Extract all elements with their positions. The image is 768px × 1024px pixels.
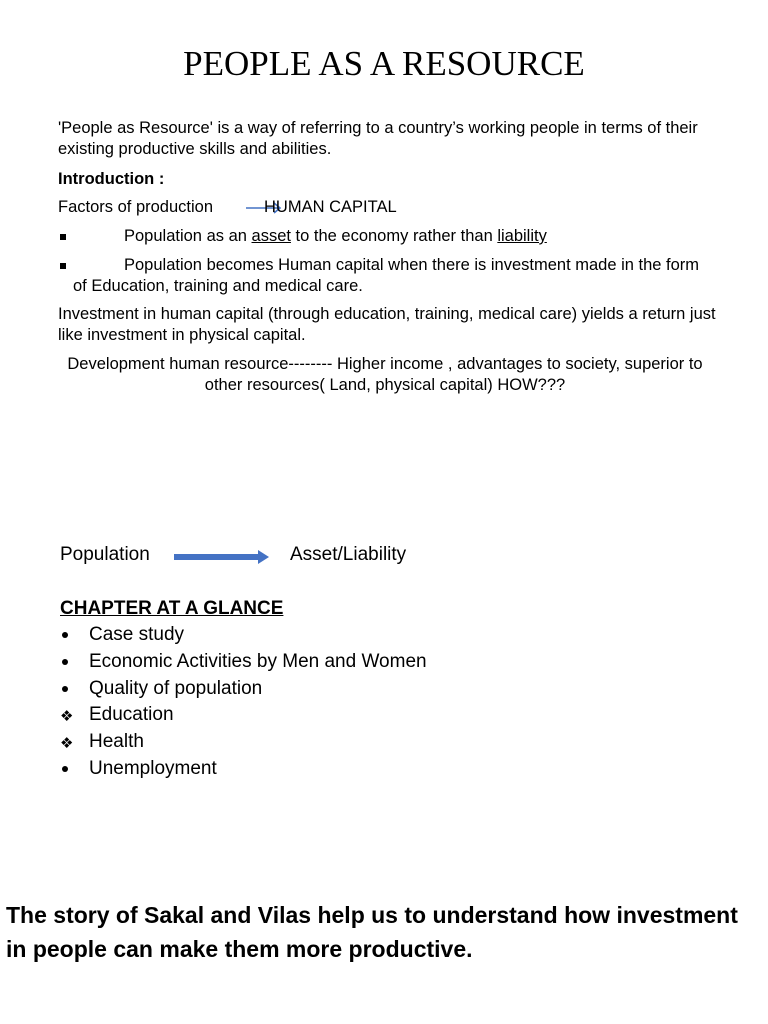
list-item-text: Case study [89,624,185,645]
diamond-bullet-icon: ❖ [60,734,74,753]
asset-word: asset [251,227,291,245]
factors-of-production-row [58,197,718,218]
development-paragraph: Development human resource-------- Higher income , advantages to society, superior to other resources( Land, physical capital) HOW??? [67,355,703,394]
introduction-heading: Introduction : [58,170,165,188]
asset-liability-label: Asset/Liability [290,544,407,565]
list-item [60,756,560,783]
bullet-text [124,226,714,247]
list-item [60,729,560,756]
chapter-list [60,622,560,783]
list-item [60,702,560,729]
page-title: PEOPLE AS A RESOURCE [183,44,585,83]
list-item [60,649,560,676]
list-item [60,676,560,703]
list-item-text: Education [89,704,174,726]
bullet-human-capital [58,255,718,299]
list-item-text: Economic Activities by Men and Women [89,650,427,672]
intro-paragraph: 'People as Resource' is a way of referring to a country’s working people in terms of their existing productive skills and abilities. [58,119,698,158]
list-item [60,622,560,649]
bullet-text-prefix: Population as an [124,227,252,245]
square-bullet-icon [60,263,66,269]
list-item-text: Unemployment [89,757,217,779]
block-arrow-icon [174,549,270,565]
bullet-asset-liability [58,226,718,248]
population-label: Population [60,544,150,565]
liability-word: liability [497,227,547,245]
factors-label: Factors of production [58,198,213,216]
bullet-text-middle: to the economy rather than [290,227,498,245]
square-bullet-icon [60,234,66,240]
list-item-text: Quality of population [89,677,263,699]
story-text: The story of Sakal and Vilas help us to understand how investment in people can make them more productive. [6,902,738,962]
diamond-bullet-icon: ❖ [60,707,74,726]
human-capital-label: HUMAN CAPITAL [264,198,397,216]
investment-paragraph: Investment in human capital (through education, training, medical care) yields a return just like investment in physical capital. [58,305,716,344]
chapter-heading: CHAPTER AT A GLANCE [60,598,284,619]
list-item-text: Health [89,731,144,753]
population-flow [60,542,480,570]
bullet-text: Population becomes Human capital when there is investment made in the form of Education, training and medical care. [73,256,700,295]
